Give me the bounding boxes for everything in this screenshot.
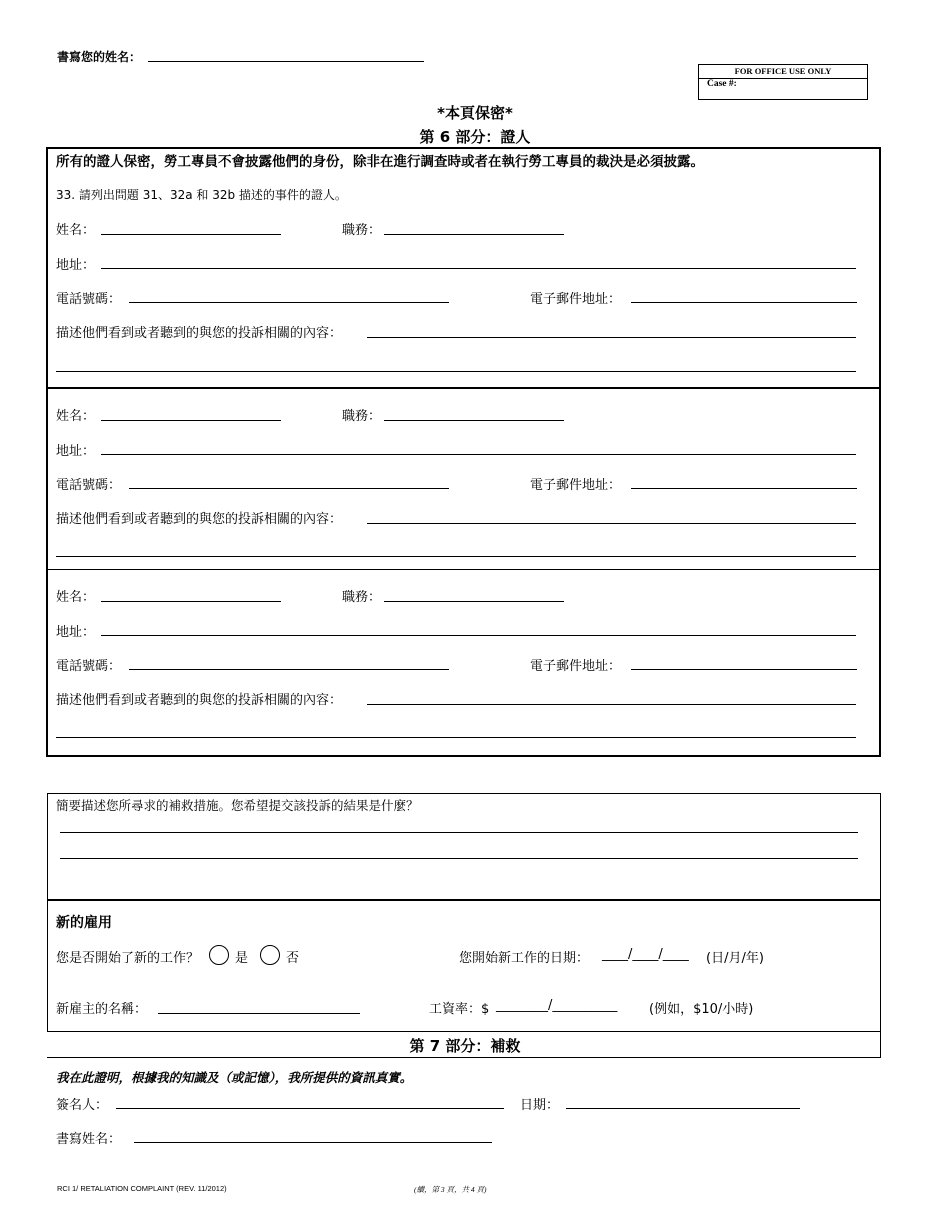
witness-describe-label: 描述他們看到或者聽到的與您的投訴相關的內容： <box>56 693 343 708</box>
witness-address-label: 地址： <box>56 258 96 273</box>
remedy-field-2[interactable] <box>60 858 858 859</box>
wage-rate-label: 工資率：$ <box>429 1002 490 1017</box>
witness-phone-label: 電話號碼： <box>56 292 122 307</box>
new-job-question: 您是否開始了新的工作？ <box>56 951 200 966</box>
new-job-no-label: 否 <box>286 951 300 966</box>
witness-describe-field-1[interactable] <box>367 704 856 705</box>
witness-email-field[interactable] <box>631 302 857 303</box>
new-employer-label: 新雇主的名稱： <box>56 1002 148 1017</box>
witness-section-box <box>46 147 881 757</box>
new-employer-field[interactable] <box>158 1013 360 1014</box>
witness-phone-field[interactable] <box>129 488 449 489</box>
section7-title: 第 7 部分：補救 <box>409 1037 521 1055</box>
start-date-format: (日/月/年) <box>706 951 764 966</box>
remedy-prompt: 簡要描述您所尋求的補救措施。您希望提交該投訴的結果是什麼？ <box>56 798 419 813</box>
new-employment-title: 新的雇用 <box>56 915 112 931</box>
certification-statement: 我在此證明，根據我的知識及（或記憶），我所提供的資訊真實。 <box>56 1070 413 1085</box>
witness-name-field[interactable] <box>101 420 281 421</box>
witness-position-field[interactable] <box>384 420 564 421</box>
new-job-no-radio[interactable] <box>260 945 280 965</box>
witness-describe-field-1[interactable] <box>367 523 856 524</box>
witness-phone-label: 電話號碼： <box>56 478 122 493</box>
witness-position-field[interactable] <box>384 234 564 235</box>
witness-position-label: 職務： <box>342 223 382 238</box>
witness-phone-field[interactable] <box>129 669 449 670</box>
printed-name-label: 書寫姓名： <box>56 1132 122 1147</box>
confidential-heading: *本頁保密* <box>437 104 513 122</box>
witness-name-label: 姓名： <box>56 590 96 605</box>
start-date-label: 您開始新工作的日期： <box>459 951 590 966</box>
signature-date-field[interactable] <box>566 1108 800 1109</box>
witness-describe-field-2[interactable] <box>56 737 856 738</box>
witness-email-field[interactable] <box>631 669 857 670</box>
case-number-label: Case #: <box>707 79 737 89</box>
witness-describe-field-2[interactable] <box>56 556 856 557</box>
witness-email-label: 電子郵件地址： <box>530 292 622 307</box>
witness-name-label: 姓名： <box>56 409 96 424</box>
witness-describe-field-2[interactable] <box>56 371 856 372</box>
witness-name-label: 姓名： <box>56 223 96 238</box>
page-info: (續，第 3 頁，共 4 頁) <box>414 1185 487 1194</box>
witness-name-field[interactable] <box>101 234 281 235</box>
print-name-label: 書寫您的姓名： <box>57 50 142 64</box>
start-date-field[interactable]: ____/____/____ <box>602 947 689 962</box>
signature-field[interactable] <box>116 1108 504 1109</box>
witness-address-label: 地址： <box>56 444 96 459</box>
witness-divider <box>47 569 880 570</box>
witness-describe-label: 描述他們看到或者聽到的與您的投訴相關的內容： <box>56 326 343 341</box>
witness-position-label: 職務： <box>342 590 382 605</box>
witness-phone-label: 電話號碼： <box>56 659 122 674</box>
remedy-field-1[interactable] <box>60 832 858 833</box>
witness-divider <box>47 387 880 389</box>
witness-address-field[interactable] <box>101 454 856 455</box>
witness-address-field[interactable] <box>101 268 856 269</box>
witness-describe-field-1[interactable] <box>367 337 856 338</box>
section7-divider <box>47 1057 881 1058</box>
new-job-yes-radio[interactable] <box>209 945 229 965</box>
witness-email-label: 電子郵件地址： <box>530 478 622 493</box>
signature-date-label: 日期： <box>520 1098 560 1113</box>
witness-name-field[interactable] <box>101 601 281 602</box>
printed-name-field[interactable] <box>134 1142 492 1143</box>
witness-email-field[interactable] <box>631 488 857 489</box>
form-id: RCI 1/ RETALIATION COMPLAINT (REV. 11/2012) <box>57 1184 227 1193</box>
signature-label: 簽名人： <box>56 1098 109 1113</box>
witness-notice: 所有的證人保密，勞工專員不會披露他們的身份，除非在進行調查時或者在執行勞工專員的裁決是必須披露。 <box>56 154 704 170</box>
wage-rate-example: (例如，$10/小時) <box>649 1002 754 1017</box>
office-use-title: FOR OFFICE USE ONLY <box>699 65 867 79</box>
witness-address-field[interactable] <box>101 635 856 636</box>
section6-title: 第 6 部分：證人 <box>419 128 531 146</box>
wage-rate-field[interactable]: ________/__________ <box>496 998 618 1013</box>
print-name-field[interactable] <box>148 61 424 62</box>
witness-phone-field[interactable] <box>129 302 449 303</box>
new-job-yes-label: 是 <box>235 951 249 966</box>
witness-describe-label: 描述他們看到或者聽到的與您的投訴相關的內容： <box>56 512 343 527</box>
witness-address-label: 地址： <box>56 625 96 640</box>
section7-edge <box>880 1032 881 1057</box>
witness-email-label: 電子郵件地址： <box>530 659 622 674</box>
office-use-box <box>698 64 868 100</box>
witness-position-field[interactable] <box>384 601 564 602</box>
witness-position-label: 職務： <box>342 409 382 424</box>
witness-question: 33. 請列出問題 31、32a 和 32b 描述的事件的證人。 <box>56 188 347 202</box>
